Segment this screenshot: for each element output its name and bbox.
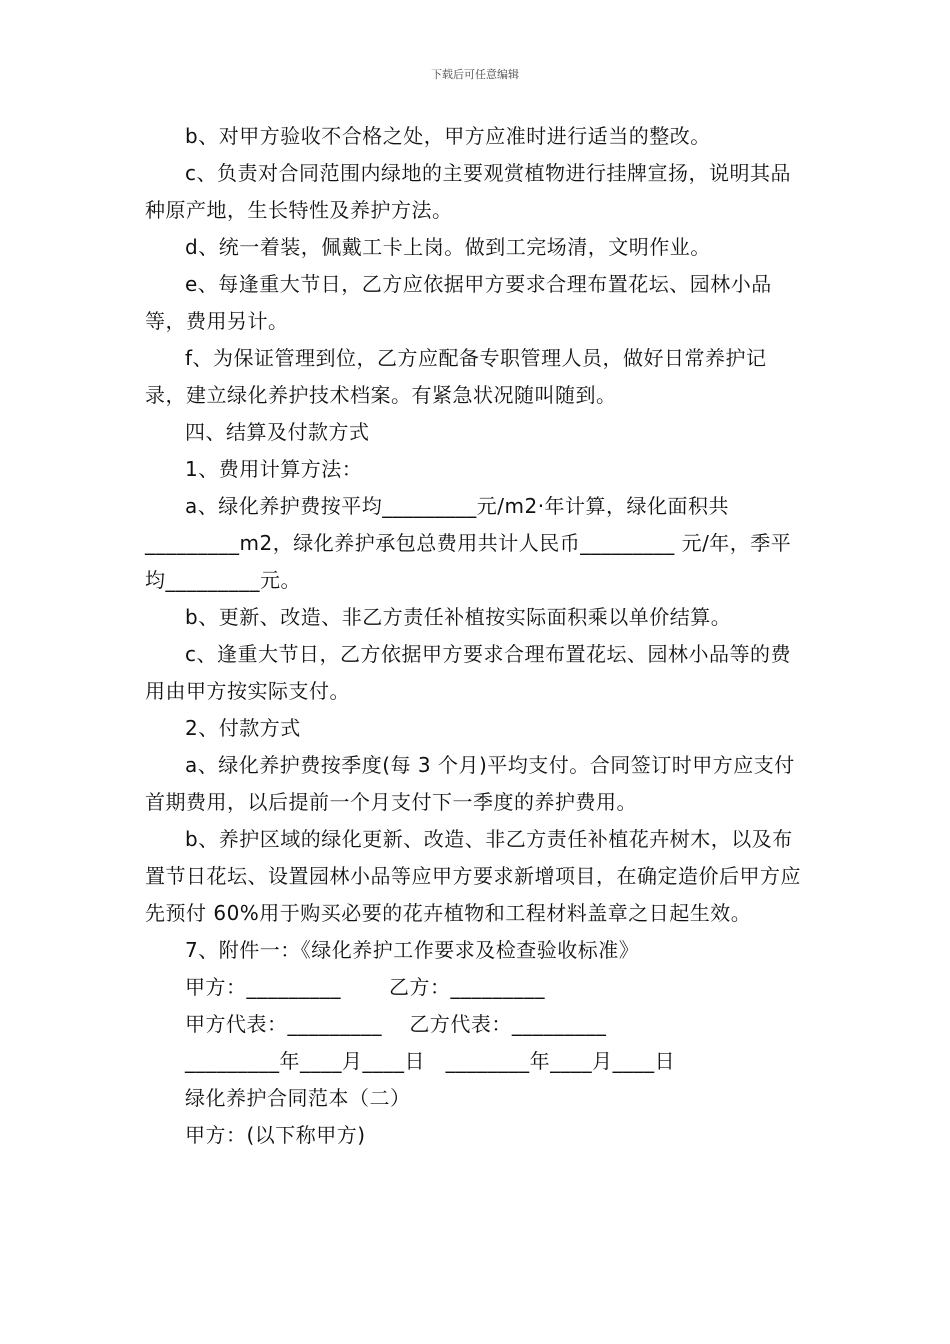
second-contract-title: 绿化养护合同范本（二） <box>185 1086 411 1110</box>
signature-representatives: 甲方代表：_________ 乙方代表：_________ <box>185 1012 607 1036</box>
clause-d-uniform: d、统一着装，佩戴工卡上岗。做到工完场清，文明作业。 <box>185 235 711 259</box>
subheading-fee-calculation: 1、费用计算方法： <box>185 457 363 481</box>
party-a-intro: 甲方：(以下称甲方) <box>185 1123 366 1147</box>
clause-a-fee-rate: a、绿化养护费按平均_________元/m2·年计算，绿化面积共_________m2，绿化养护承包总费用共计人民币_________ 元/年，季平均_________元。 <box>145 494 792 592</box>
clause-e-holidays: e、每逢重大节日，乙方应依据甲方要求合理布置花坛、园林小品等，费用另计。 <box>145 272 772 333</box>
clause-c-holiday-costs: c、逢重大节日，乙方依据甲方要求合理布置花坛、园林小品等的费用由甲方按实际支付。 <box>145 642 791 703</box>
attachment-line: 7、附件一：《绿化养护工作要求及检查验收标准》 <box>185 938 640 962</box>
clause-b-replanting: b、更新、改造、非乙方责任补植按实际面积乘以单价结算。 <box>185 605 732 629</box>
clause-b-prepayment: b、养护区域的绿化更新、改造、非乙方责任补植花卉树木，以及布置节日花坛、设置园林小品等应甲方要求新增项目，在确定造价后甲方应先预付 60%用于购买必要的花卉植物和工程材料盖章之日起生效。 <box>145 827 801 925</box>
clause-f-management: f、为保证管理到位，乙方应配备专职管理人员，做好日常养护记录，建立绿化养护技术档案。有紧急状况随叫随到。 <box>145 346 767 407</box>
signature-parties: 甲方：_________ 乙方：_________ <box>185 975 546 999</box>
contract-body <box>145 118 807 1154</box>
clause-c-plant-labels: c、负责对合同范围内绿地的主要观赏植物进行挂牌宣扬，说明其品种原产地，生长特性及养护方法。 <box>145 161 791 222</box>
clause-a-quarterly-payment: a、绿化养护费按季度(每 3 个月)平均支付。合同签订时甲方应支付首期费用，以后提前一个月支付下一季度的养护费用。 <box>145 753 795 814</box>
section-heading-settlement: 四、结算及付款方式 <box>185 420 370 444</box>
signature-dates: _________年____月____日 ________年____月____日 <box>185 1049 676 1073</box>
clause-b-rectification: b、对甲方验收不合格之处，甲方应准时进行适当的整改。 <box>185 124 711 148</box>
subheading-payment-method: 2、付款方式 <box>185 716 301 740</box>
page-header: 下载后可任意编辑 <box>431 68 519 81</box>
